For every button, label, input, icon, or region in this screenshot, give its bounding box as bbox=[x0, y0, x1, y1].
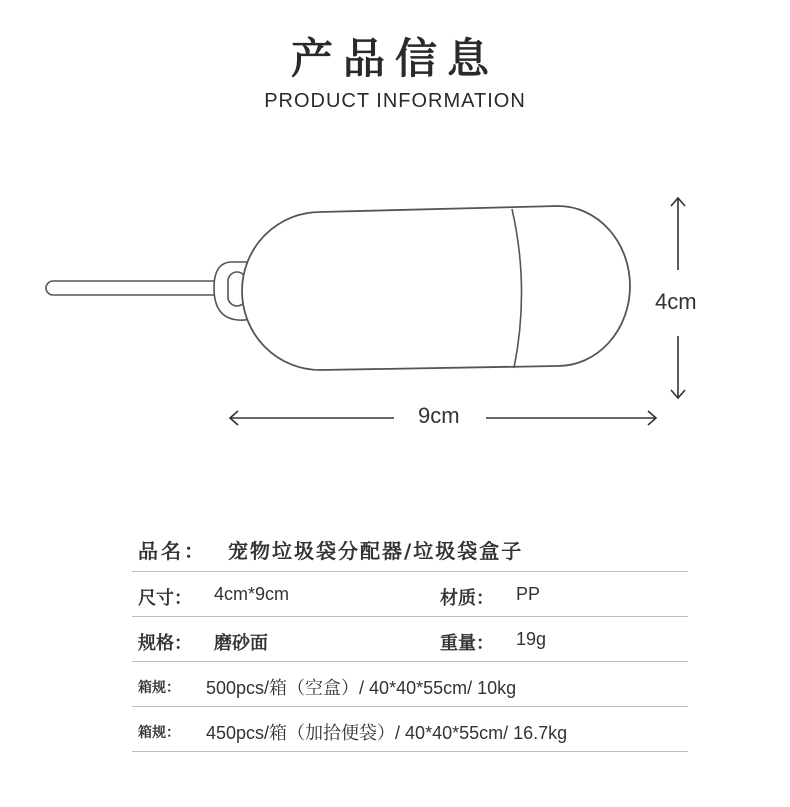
spec-row-size-material bbox=[132, 572, 688, 617]
product-name-value: 宠物垃圾袋分配器/垃圾袋盒子 bbox=[228, 539, 524, 563]
spec-table bbox=[132, 525, 688, 752]
spec-row-spec-weight bbox=[132, 617, 688, 662]
box-spec-value: 450pcs/箱（加拾便袋）/ 40*40*55cm/ 16.7kg bbox=[206, 723, 568, 743]
box-spec-label: 箱规： bbox=[138, 725, 180, 741]
size-value: 4cm*9cm bbox=[214, 584, 290, 604]
spec-value: 磨砂面 bbox=[214, 633, 268, 654]
page-title: 产品信息 bbox=[290, 34, 499, 83]
height-label: 4cm bbox=[655, 289, 697, 314]
material-value: PP bbox=[516, 584, 541, 604]
weight-label: 重量： bbox=[440, 633, 494, 654]
weight-value: 19g bbox=[516, 629, 547, 649]
box-spec-value: 500pcs/箱（空盒）/ 40*40*55cm/ 10kg bbox=[206, 678, 517, 698]
strap bbox=[46, 281, 242, 295]
capsule-body bbox=[242, 206, 630, 370]
size-label: 尺寸： bbox=[138, 588, 192, 609]
product-name-label: 品名： bbox=[138, 539, 207, 563]
box-spec-label: 箱规： bbox=[138, 680, 180, 696]
spec-row-box-empty bbox=[132, 662, 688, 707]
width-label: 9cm bbox=[418, 403, 460, 428]
material-label: 材质： bbox=[440, 588, 494, 609]
spec-row-product-name bbox=[132, 525, 688, 572]
spec-row-box-with-bags bbox=[132, 707, 688, 752]
page-subtitle: PRODUCT INFORMATION bbox=[264, 90, 526, 112]
spec-label: 规格： bbox=[138, 633, 192, 654]
